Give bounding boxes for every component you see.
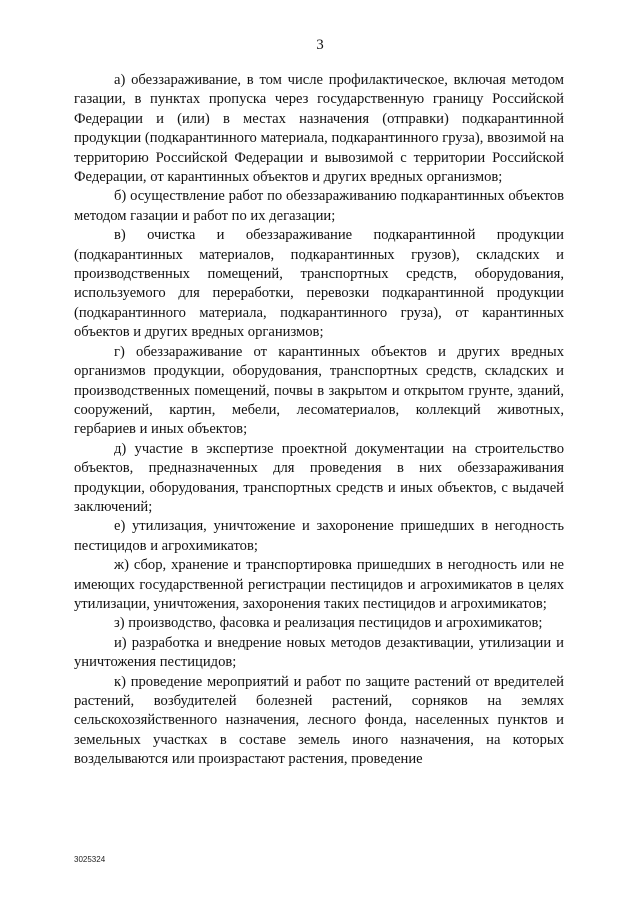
paragraph-zh: ж) сбор, хранение и транспортировка пришедших в негодность или не имеющих государственной регистрации пестицидов и агрохимикатов в целях утилизации, уничтожения, захоронения таких пестицидов и агрохимикатов;: [74, 557, 564, 612]
paragraph-d: д) участие в экспертизе проектной документации на строительство объектов, предназначенных для проведения в них обеззараживания продукции, оборудования, транспортных средств и иных объектов, с выдачей заключений;: [74, 440, 564, 515]
document-code: 3025324: [74, 855, 106, 864]
paragraph-i: и) разработка и внедрение новых методов дезактивации, утилизации и уничтожения пестицидов;: [74, 634, 564, 671]
paragraph-z: з) производство, фасовка и реализация пестицидов и агрохимикатов;: [114, 615, 543, 632]
paragraph-k: к) проведение мероприятий и работ по защите растений от вредителей растений, возбудителей болезней растений, сорняков на землях сельскохозяйственного назначения, лесного фонда, населенных пунктов и земельных участках в составе земель иного назначения, на которых возделываются или произрастают растения, проведение: [74, 673, 564, 768]
paragraph-v: в) очистка и обеззараживание подкарантинной продукции (подкарантинных материалов, подкарантинных грузов), складских и производственных помещений, транспортных средств, оборудования, используемого для переработки, перевозки подкарантинной продукции (подкарантинного материала, подкарантинного груза), от карантинных объектов и других вредных организмов;: [74, 227, 564, 341]
paragraph-a: а) обеззараживание, в том числе профилактическое, включая методом газации, в пунктах пропуска через государственную границу Российской Федерации и (или) в местах назначения (отправки) подкарантинной продукции (подкарантинного материала, подкарантинного груза), ввозимой на территорию Российской Федерации и вывозимой с территории Российской Федерации, от карантинных объектов и других вредных организмов;: [74, 72, 564, 186]
document-body: [74, 71, 564, 770]
paragraph-b: б) осуществление работ по обеззараживанию подкарантинных объектов методом газации и работ по их дегазации;: [74, 188, 564, 224]
page-number: 3: [316, 37, 324, 53]
paragraph-g: г) обеззараживание от карантинных объектов и других вредных организмов продукции, оборудования, транспортных средств, складских и производственных помещений, почвы в закрытом и открытом грунте, зданий, сооружений, картин, мебели, лесоматериалов, коллекций животных, гербариев и иных объектов;: [74, 343, 564, 438]
paragraph-e: е) утилизация, уничтожение и захоронение пришедших в негодность пестицидов и агрохимикатов;: [74, 518, 564, 554]
